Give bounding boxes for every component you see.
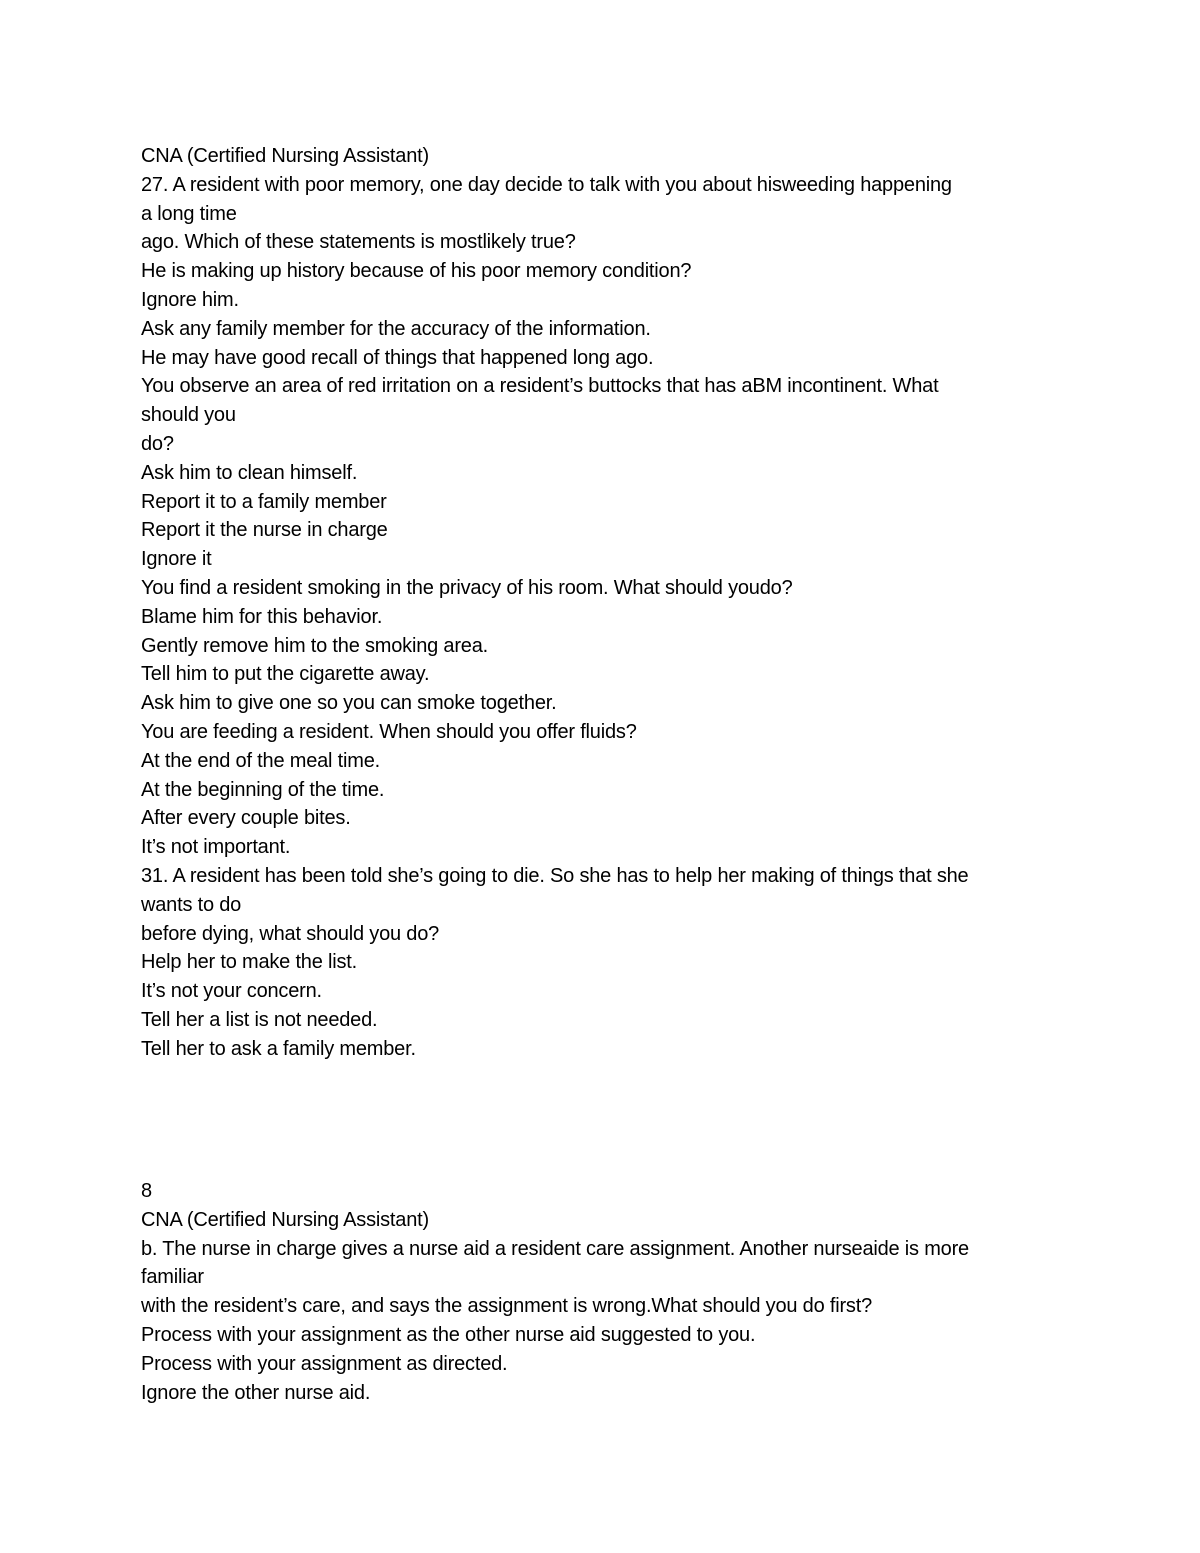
answer-option: He is making up history because of his poor memory condition?	[141, 260, 692, 283]
answer-option: Report it to a family member	[141, 490, 387, 513]
answer-option: Ask any family member for the accuracy of the information.	[141, 317, 651, 340]
question-text: You find a resident smoking in the privacy of his room. What should youdo?	[141, 576, 793, 599]
question-text: do?	[141, 432, 174, 455]
answer-option: Help her to make the list.	[141, 951, 358, 974]
answer-option: Tell her a list is not needed.	[141, 1008, 378, 1031]
question-text: should you	[141, 404, 236, 427]
answer-option: Ignore him.	[141, 288, 239, 311]
answer-option: At the beginning of the time.	[141, 778, 385, 801]
question-27-text: ago. Which of these statements is mostlikely true?	[141, 231, 576, 254]
question-b-text: familiar	[141, 1266, 204, 1289]
answer-option: He may have good recall of things that happened long ago.	[141, 346, 654, 369]
answer-option: Tell him to put the cigarette away.	[141, 663, 430, 686]
answer-option: Gently remove him to the smoking area.	[141, 634, 488, 657]
question-27-text: 27. A resident with poor memory, one day decide to talk with you about hisweeding happening	[141, 173, 952, 196]
answer-option: Process with your assignment as the other nurse aid suggested to you.	[141, 1323, 756, 1346]
document-header: CNA (Certified Nursing Assistant)	[141, 1208, 429, 1231]
answer-option: Ignore the other nurse aid.	[141, 1381, 371, 1404]
answer-option: It’s not important.	[141, 836, 291, 859]
question-31-text: 31. A resident has been told she’s going to die. So she has to help her making of things that she	[141, 864, 969, 887]
answer-option: Ask him to give one so you can smoke together.	[141, 692, 557, 715]
answer-option: It’s not your concern.	[141, 980, 322, 1003]
page-number: 8	[141, 1180, 152, 1202]
document-header: CNA (Certified Nursing Assistant)	[141, 145, 429, 167]
question-27-text: a long time	[141, 202, 237, 225]
answer-option: After every couple bites.	[141, 807, 351, 830]
answer-option: Tell her to ask a family member.	[141, 1037, 416, 1060]
answer-option: Ignore it	[141, 548, 212, 571]
answer-option: Blame him for this behavior.	[141, 605, 383, 628]
question-text: You observe an area of red irritation on a resident’s buttocks that has aBM incontinent. What	[141, 375, 939, 398]
question-31-text: wants to do	[141, 893, 242, 916]
text-block-page-7	[141, 142, 1071, 1064]
answer-option: Process with your assignment as directed.	[141, 1352, 508, 1375]
question-b-text: with the resident’s care, and says the assignment is wrong.What should you do first?	[141, 1295, 872, 1318]
answer-option: Ask him to clean himself.	[141, 461, 358, 484]
question-text: You are feeding a resident. When should you offer fluids?	[141, 720, 637, 743]
text-block-page-8	[141, 1177, 1071, 1407]
answer-option: Report it the nurse in charge	[141, 519, 388, 542]
question-31-text: before dying, what should you do?	[141, 922, 440, 945]
answer-option: At the end of the meal time.	[141, 749, 380, 772]
question-b-text: b. The nurse in charge gives a nurse aid a resident care assignment. Another nurseaide is more	[141, 1237, 969, 1260]
